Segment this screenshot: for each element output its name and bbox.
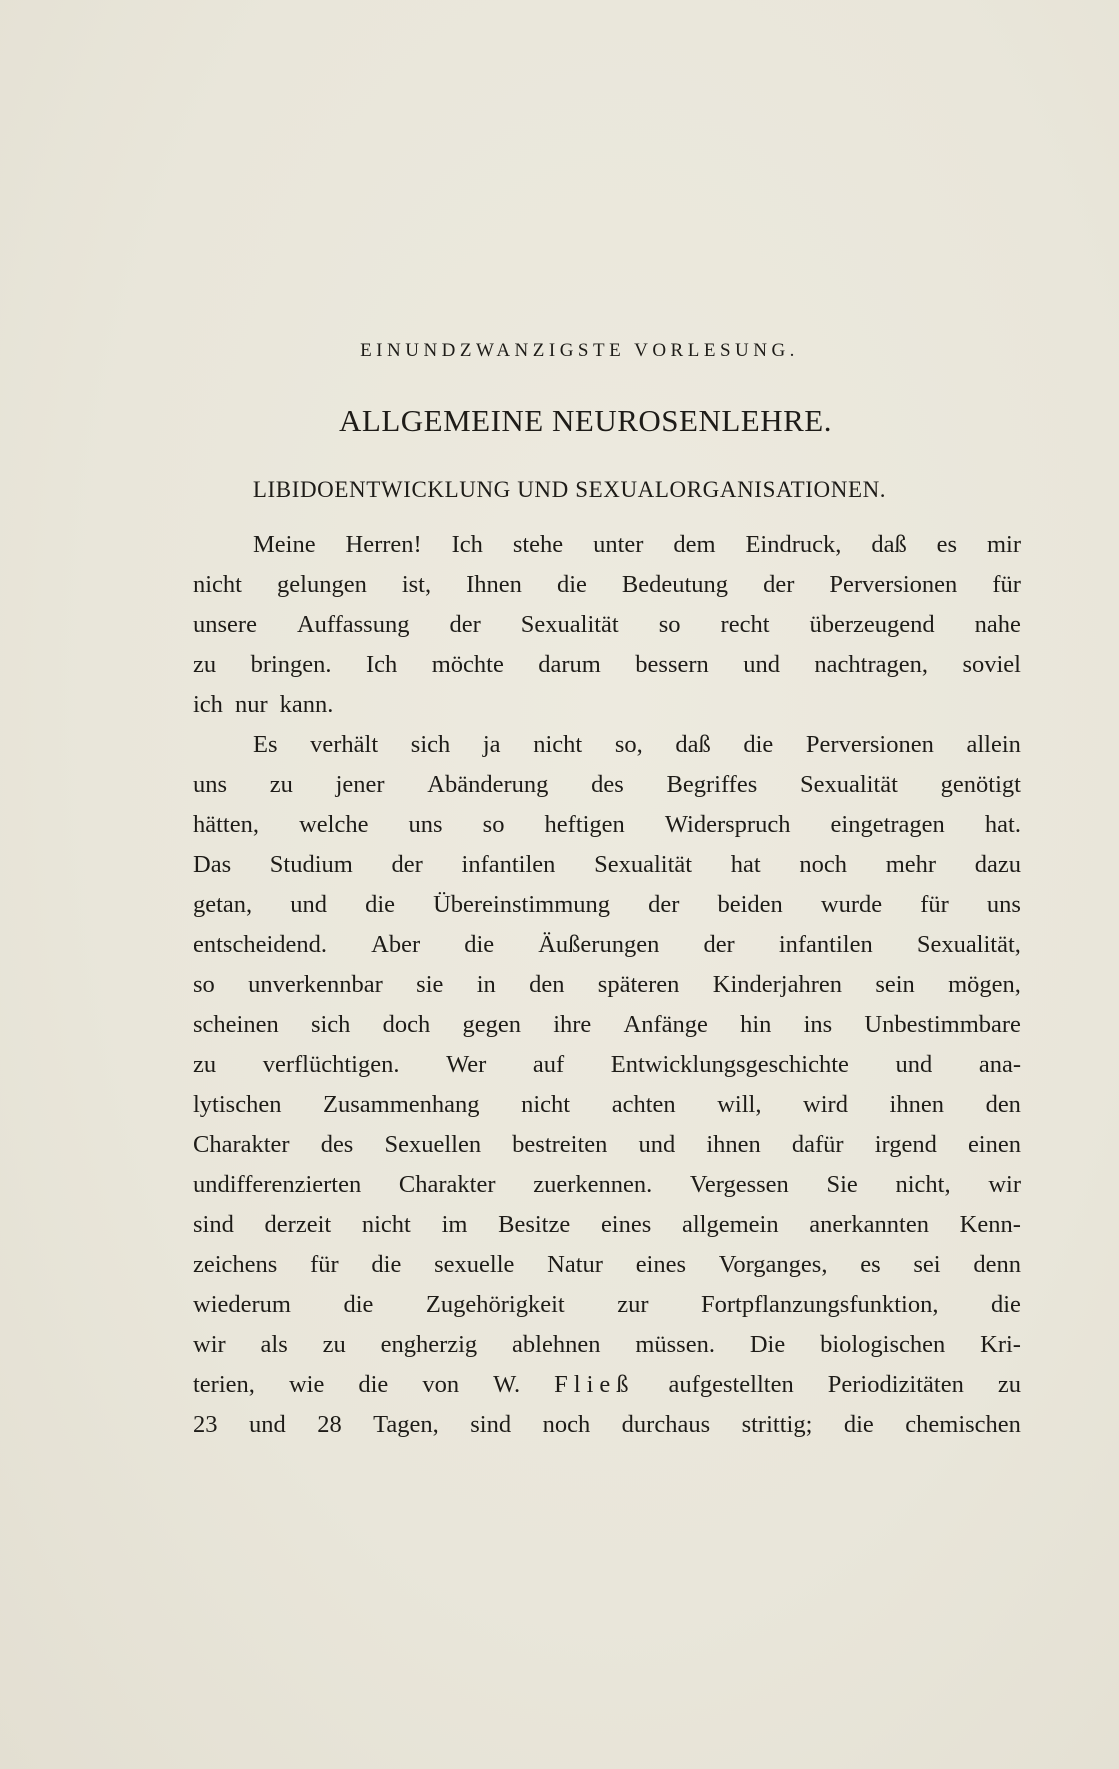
word: durchaus bbox=[621, 1411, 711, 1438]
word: nicht bbox=[193, 571, 242, 598]
text-line bbox=[193, 1045, 1021, 1085]
word: soviel bbox=[962, 651, 1021, 678]
word: Sexualität bbox=[520, 611, 619, 638]
word: für bbox=[992, 571, 1021, 598]
word: allgemein bbox=[681, 1211, 779, 1238]
word: mehr bbox=[885, 851, 937, 878]
text-line bbox=[193, 1285, 1021, 1325]
word: Fließ bbox=[554, 1371, 635, 1398]
word: Äußerungen bbox=[538, 931, 660, 958]
word: chemischen bbox=[905, 1411, 1021, 1438]
word: terien, bbox=[193, 1371, 255, 1398]
word: unverkennbar bbox=[248, 971, 383, 998]
text-line bbox=[193, 565, 1021, 605]
word: Vorganges, bbox=[718, 1251, 828, 1278]
word: Abänderung bbox=[427, 771, 549, 798]
word: ana- bbox=[978, 1051, 1021, 1078]
word: Vergessen bbox=[689, 1171, 789, 1198]
word: uns bbox=[408, 811, 443, 838]
word: anerkannten bbox=[809, 1211, 929, 1238]
word: Fortpflanzungsfunktion, bbox=[701, 1291, 939, 1318]
word: Das bbox=[193, 851, 232, 878]
word: dazu bbox=[974, 851, 1021, 878]
word: Ich bbox=[451, 531, 483, 558]
word: Tagen, bbox=[373, 1411, 439, 1438]
word: für bbox=[310, 1251, 339, 1278]
word: dem bbox=[673, 531, 716, 558]
word: Charakter bbox=[398, 1171, 496, 1198]
word: welche bbox=[299, 811, 369, 838]
word: wir bbox=[193, 1331, 226, 1358]
show-through-text bbox=[200, 120, 1060, 160]
word: späteren bbox=[597, 971, 680, 998]
word: sei bbox=[913, 1251, 941, 1278]
word: Wer bbox=[446, 1051, 487, 1078]
text-line bbox=[193, 1365, 1021, 1405]
word: als bbox=[260, 1331, 288, 1358]
word: möchte bbox=[431, 651, 504, 678]
text-line bbox=[193, 525, 1021, 565]
word: Ich bbox=[365, 651, 398, 678]
word: daß bbox=[675, 731, 711, 758]
text-line bbox=[193, 805, 1021, 845]
word: Zusammenhang bbox=[323, 1091, 480, 1118]
word: hin bbox=[740, 1011, 772, 1038]
word: biologischen bbox=[820, 1331, 946, 1358]
word: gelungen bbox=[277, 571, 367, 598]
word: bessern bbox=[635, 651, 709, 678]
word: Widerspruch bbox=[664, 811, 791, 838]
word: und bbox=[743, 651, 780, 678]
word: den bbox=[985, 1091, 1021, 1118]
word: Eindruck, bbox=[745, 531, 842, 558]
text-line bbox=[193, 1245, 1021, 1285]
word: sexuelle bbox=[434, 1251, 515, 1278]
word: zu bbox=[269, 771, 293, 798]
word: heftigen bbox=[544, 811, 625, 838]
word: Begriffes bbox=[666, 771, 758, 798]
word: noch bbox=[542, 1411, 591, 1438]
word: Sexualität bbox=[594, 851, 693, 878]
word: hätten, bbox=[193, 811, 259, 838]
word: Aber bbox=[371, 931, 421, 958]
word: unsere bbox=[193, 611, 257, 638]
text-line bbox=[193, 925, 1021, 965]
word: Besitze bbox=[498, 1211, 571, 1238]
word: der bbox=[648, 891, 680, 918]
word: der bbox=[763, 571, 795, 598]
text-line bbox=[193, 1125, 1021, 1165]
word: es bbox=[860, 1251, 881, 1278]
text-line bbox=[193, 605, 1021, 645]
word: der bbox=[391, 851, 423, 878]
word: darum bbox=[538, 651, 601, 678]
word: zeichens bbox=[193, 1251, 278, 1278]
word: Bedeutung bbox=[621, 571, 729, 598]
body-text bbox=[193, 525, 1021, 1445]
word: des bbox=[591, 771, 624, 798]
text-line bbox=[193, 965, 1021, 1005]
word: sind bbox=[470, 1411, 512, 1438]
word: zu bbox=[193, 651, 217, 678]
word: 23 bbox=[193, 1411, 218, 1438]
word: und bbox=[638, 1131, 676, 1158]
word: beiden bbox=[717, 891, 783, 918]
word: Sexualität bbox=[799, 771, 898, 798]
word: des bbox=[320, 1131, 354, 1158]
text-line bbox=[193, 725, 1021, 765]
word: Ihnen bbox=[466, 571, 522, 598]
word: kann. bbox=[279, 691, 334, 718]
word: 28 bbox=[317, 1411, 342, 1438]
word: wird bbox=[803, 1091, 848, 1118]
word: die bbox=[358, 1371, 389, 1398]
word: nicht, bbox=[895, 1171, 951, 1198]
word: und bbox=[290, 891, 328, 918]
word: überzeugend bbox=[809, 611, 935, 638]
chapter-title: ALLGEMEINE NEUROSENLEHRE. bbox=[339, 403, 832, 438]
word: strittig; bbox=[741, 1411, 813, 1438]
word: auf bbox=[532, 1051, 565, 1078]
word: eines bbox=[600, 1211, 652, 1238]
word: sich bbox=[410, 731, 451, 758]
word: getan, bbox=[193, 891, 253, 918]
word: Kri- bbox=[980, 1331, 1021, 1358]
word: von bbox=[422, 1371, 460, 1398]
word: ihre bbox=[553, 1011, 592, 1038]
word: wiederum bbox=[193, 1291, 291, 1318]
word: nahe bbox=[974, 611, 1021, 638]
word: Perversionen bbox=[805, 731, 934, 758]
word: die bbox=[343, 1291, 374, 1318]
word: eines bbox=[635, 1251, 687, 1278]
word: dafür bbox=[791, 1131, 844, 1158]
word: sein bbox=[875, 971, 915, 998]
word: wurde bbox=[820, 891, 883, 918]
text-line bbox=[193, 1205, 1021, 1245]
word: genötigt bbox=[940, 771, 1021, 798]
word: die bbox=[991, 1291, 1021, 1318]
word: aufgestellten bbox=[668, 1371, 794, 1398]
word: Es bbox=[253, 731, 278, 758]
word: Periodizitäten bbox=[827, 1371, 964, 1398]
word: Herren! bbox=[345, 531, 422, 558]
word: irgend bbox=[874, 1131, 937, 1158]
chapter-subtitle: LIBIDOENTWICKLUNG UND SEXUALORGANISATIONEN. bbox=[252, 477, 887, 502]
word: uns bbox=[986, 891, 1021, 918]
word: recht bbox=[720, 611, 770, 638]
text-line bbox=[193, 885, 1021, 925]
word: Sie bbox=[826, 1171, 858, 1198]
word: die bbox=[464, 931, 495, 958]
word: ablehnen bbox=[512, 1331, 601, 1358]
word: und bbox=[895, 1051, 933, 1078]
word: es bbox=[936, 531, 958, 558]
word: jener bbox=[335, 771, 385, 798]
text-line bbox=[193, 1085, 1021, 1125]
word: so, bbox=[614, 731, 643, 758]
text-line bbox=[193, 645, 1021, 685]
word: W. bbox=[493, 1371, 521, 1398]
word: Entwicklungsgeschichte bbox=[610, 1051, 849, 1078]
word: sind bbox=[193, 1211, 234, 1238]
text-line bbox=[193, 1405, 1021, 1445]
word: Zugehörigkeit bbox=[425, 1291, 565, 1318]
word: die bbox=[843, 1411, 874, 1438]
word: derzeit bbox=[264, 1211, 332, 1238]
text-line bbox=[193, 845, 1021, 885]
word: im bbox=[441, 1211, 468, 1238]
word: zuerkennen. bbox=[533, 1171, 653, 1198]
word: sie bbox=[416, 971, 444, 998]
text-line bbox=[193, 685, 1021, 725]
word: wir bbox=[988, 1171, 1021, 1198]
word: zu bbox=[322, 1331, 346, 1358]
word: mir bbox=[986, 531, 1021, 558]
word: achten bbox=[611, 1091, 676, 1118]
word: hat bbox=[730, 851, 761, 878]
word: ihnen bbox=[889, 1091, 944, 1118]
word: infantilen bbox=[461, 851, 556, 878]
word: gegen bbox=[462, 1011, 521, 1038]
word: so bbox=[658, 611, 681, 638]
word: noch bbox=[799, 851, 848, 878]
word: die bbox=[371, 1251, 402, 1278]
word: der bbox=[449, 611, 481, 638]
word: verhält bbox=[310, 731, 379, 758]
word: sich bbox=[310, 1011, 351, 1038]
word: scheinen bbox=[193, 1011, 279, 1038]
word: die bbox=[365, 891, 396, 918]
word: undifferenzierten bbox=[193, 1171, 362, 1198]
word: uns bbox=[193, 771, 228, 798]
word: zu bbox=[193, 1051, 217, 1078]
word: ins bbox=[803, 1011, 833, 1038]
word: ist, bbox=[401, 571, 432, 598]
text-line bbox=[193, 1165, 1021, 1205]
lecture-heading: EINUNDZWANZIGSTE VORLESUNG. bbox=[360, 340, 799, 361]
text-line bbox=[193, 765, 1021, 805]
word: so bbox=[193, 971, 215, 998]
word: wie bbox=[288, 1371, 325, 1398]
word: doch bbox=[382, 1011, 431, 1038]
word: ich bbox=[193, 691, 223, 718]
word: nicht bbox=[361, 1211, 411, 1238]
word: die bbox=[743, 731, 774, 758]
word: Kenn- bbox=[959, 1211, 1021, 1238]
word: nicht bbox=[521, 1091, 571, 1118]
word: infantilen bbox=[778, 931, 873, 958]
word: Natur bbox=[547, 1251, 603, 1278]
text-line bbox=[193, 1325, 1021, 1365]
word: ihnen bbox=[706, 1131, 761, 1158]
word: lytischen bbox=[193, 1091, 282, 1118]
word: und bbox=[248, 1411, 286, 1438]
word: Sexualität, bbox=[916, 931, 1021, 958]
word: Die bbox=[749, 1331, 786, 1358]
text-line bbox=[193, 1005, 1021, 1045]
word: bestreiten bbox=[512, 1131, 608, 1158]
word: so bbox=[482, 811, 505, 838]
word: Studium bbox=[269, 851, 353, 878]
word: nicht bbox=[533, 731, 583, 758]
word: engherzig bbox=[380, 1331, 478, 1358]
word: verflüchtigen. bbox=[262, 1051, 400, 1078]
word: einen bbox=[967, 1131, 1021, 1158]
word: mögen, bbox=[948, 971, 1021, 998]
word: Perversionen bbox=[829, 571, 958, 598]
word: für bbox=[920, 891, 949, 918]
word: der bbox=[703, 931, 735, 958]
word: entscheidend. bbox=[193, 931, 328, 958]
word: zur bbox=[617, 1291, 649, 1318]
word: hat. bbox=[984, 811, 1021, 838]
word: stehe bbox=[512, 531, 564, 558]
word: nur bbox=[234, 691, 268, 718]
word: nachtragen, bbox=[814, 651, 928, 678]
word: daß bbox=[871, 531, 907, 558]
word: unter bbox=[593, 531, 644, 558]
word: den bbox=[529, 971, 565, 998]
word: müssen. bbox=[635, 1331, 715, 1358]
word: Kinderjahren bbox=[712, 971, 842, 998]
word: bringen. bbox=[250, 651, 332, 678]
word: Übereinstimmung bbox=[433, 891, 611, 918]
word: eingetragen bbox=[830, 811, 945, 838]
word: will, bbox=[717, 1091, 762, 1118]
word: ja bbox=[482, 731, 501, 758]
word: Charakter bbox=[193, 1131, 290, 1158]
word: zu bbox=[997, 1371, 1021, 1398]
word: Meine bbox=[253, 531, 316, 558]
word: Anfänge bbox=[623, 1011, 708, 1038]
word: Auffassung bbox=[296, 611, 410, 638]
word: Unbestimmbare bbox=[864, 1011, 1021, 1038]
word: denn bbox=[973, 1251, 1021, 1278]
word: allein bbox=[966, 731, 1021, 758]
word: Sexuellen bbox=[384, 1131, 482, 1158]
word: die bbox=[556, 571, 587, 598]
word: in bbox=[476, 971, 496, 998]
